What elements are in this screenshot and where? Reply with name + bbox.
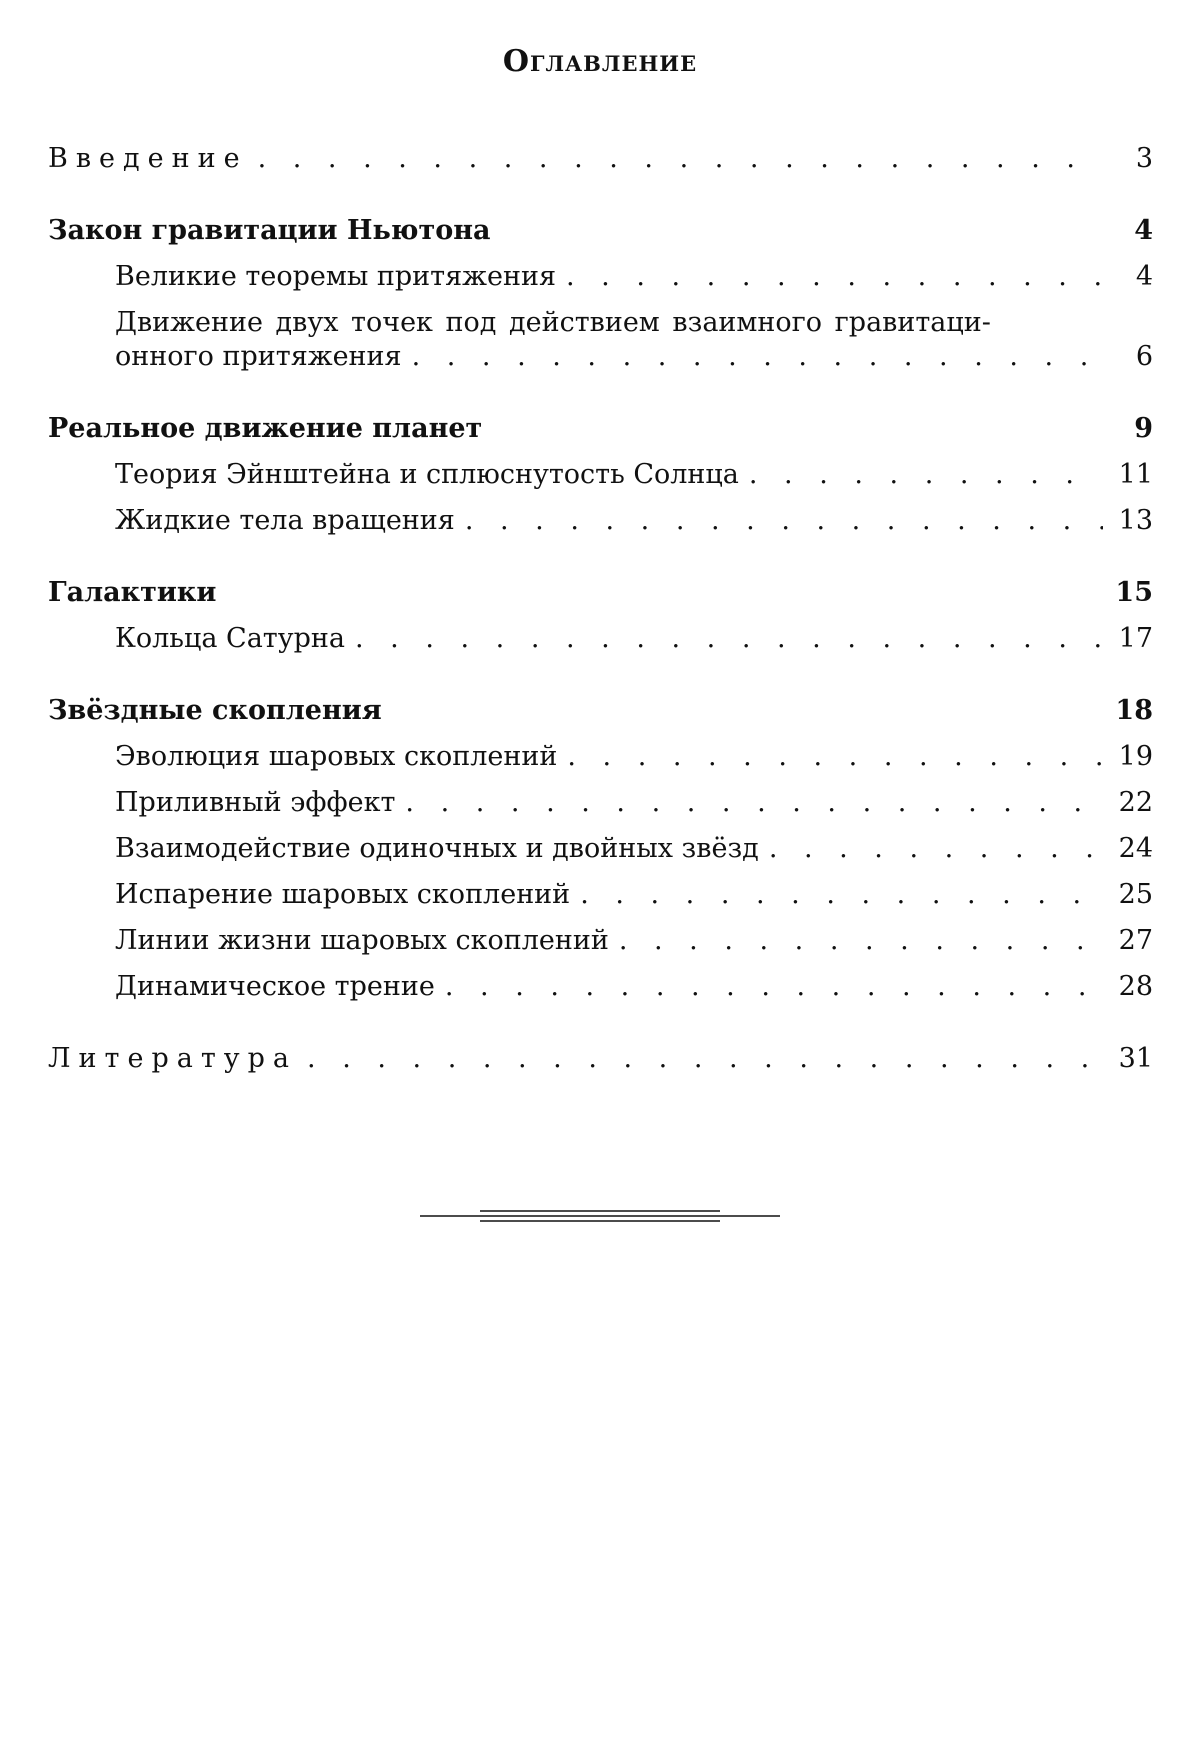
toc-entry-title: Приливный эффект	[115, 787, 396, 818]
toc-entry-title: Жидкие тела вращения	[115, 505, 455, 536]
toc-page-number: 28	[1118, 971, 1153, 1002]
toc-entry-title: Взаимодействие одиночных и двойных звёзд	[115, 833, 759, 864]
dot-leader	[412, 340, 1103, 374]
dot-leader	[566, 260, 1103, 294]
toc-entry-title-line1: Движение двух точек под действием взаимного гравитаци-	[115, 307, 991, 338]
toc-entry-title: Великие теоремы притяжения	[115, 261, 556, 292]
toc-page-number: 24	[1118, 833, 1153, 864]
toc-entry-title: Закон гравитации Ньютона	[48, 215, 491, 246]
toc-entry-cluster-evolution[interactable]	[48, 740, 1153, 774]
toc-entry-chapter-newton[interactable]	[48, 214, 1153, 248]
toc-entry-title: Кольца Сатурна	[115, 623, 346, 654]
toc-entry-chapter-star-clusters[interactable]	[48, 694, 1153, 728]
dot-leader	[749, 458, 1103, 492]
toc-entry-tidal-effect[interactable]	[48, 786, 1153, 820]
toc-entry-title: Эволюция шаровых скоплений	[115, 741, 558, 772]
page-title: Оглавление	[502, 44, 698, 79]
dot-leader	[355, 622, 1103, 656]
toc-entry-cluster-lifelines[interactable]	[48, 924, 1153, 958]
dot-leader	[769, 832, 1103, 866]
toc-page-number: 4	[1134, 215, 1153, 246]
toc-entry-title: Звёздные скопления	[48, 695, 382, 726]
toc-page-number: 15	[1115, 577, 1153, 608]
toc-page-number: 6	[1135, 341, 1153, 372]
toc-page-number: 4	[1135, 261, 1153, 292]
toc-entry-dynamical-friction[interactable]	[48, 970, 1153, 1004]
toc-page-number: 9	[1134, 413, 1153, 444]
toc-entry-great-theorems[interactable]	[48, 260, 1153, 294]
dot-leader	[445, 970, 1103, 1004]
toc-entry-title: Введение	[48, 143, 248, 174]
toc-page-number: 13	[1118, 505, 1153, 536]
toc-entry-single-binary-interaction[interactable]	[48, 832, 1153, 866]
toc-page-number: 27	[1118, 925, 1153, 956]
dot-leader	[307, 1042, 1103, 1076]
dot-leader	[405, 786, 1103, 820]
toc-entry-title-line2-row	[115, 340, 1153, 374]
dot-leader	[580, 878, 1103, 912]
toc-entry-introduction[interactable]	[48, 142, 1153, 176]
toc-entry-title: Теория Эйнштейна и сплюснутость Солнца	[115, 459, 739, 490]
toc-page-number: 25	[1118, 879, 1153, 910]
toc-entry-title: Линии жизни шаровых скоплений	[115, 925, 609, 956]
toc-entry-cluster-evaporation[interactable]	[48, 878, 1153, 912]
toc-entry-title: Литература	[48, 1043, 298, 1074]
dot-leader	[567, 740, 1103, 774]
toc-page-number: 22	[1118, 787, 1153, 818]
toc-entry-title: Галактики	[48, 577, 217, 608]
end-ornament-rule	[420, 1208, 780, 1228]
toc-entry-title: Реальное движение планет	[48, 413, 483, 444]
toc-entry-chapter-planets[interactable]	[48, 412, 1153, 446]
toc-entry-title: Испарение шаровых скоплений	[115, 879, 571, 910]
toc-page-number: 31	[1118, 1043, 1153, 1074]
toc-entry-two-body-motion[interactable]	[48, 306, 1153, 374]
dot-leader	[619, 924, 1103, 958]
table-of-contents	[48, 142, 1153, 1076]
toc-entry-liquid-bodies[interactable]	[48, 504, 1153, 538]
toc-entry-saturn-rings[interactable]	[48, 622, 1153, 656]
toc-entry-title-line2: онного притяжения	[115, 341, 402, 372]
toc-entry-title: Динамическое трение	[115, 971, 435, 1002]
toc-page-number: 19	[1118, 741, 1153, 772]
toc-page-number: 3	[1135, 143, 1153, 174]
toc-page-number: 11	[1118, 459, 1153, 490]
toc-page-number: 17	[1118, 623, 1153, 654]
toc-entry-references[interactable]	[48, 1042, 1153, 1076]
toc-entry-chapter-galaxies[interactable]	[48, 576, 1153, 610]
dot-leader	[258, 142, 1103, 176]
toc-entry-einstein-theory[interactable]	[48, 458, 1153, 492]
toc-page-number: 18	[1115, 695, 1153, 726]
dot-leader	[465, 504, 1103, 538]
